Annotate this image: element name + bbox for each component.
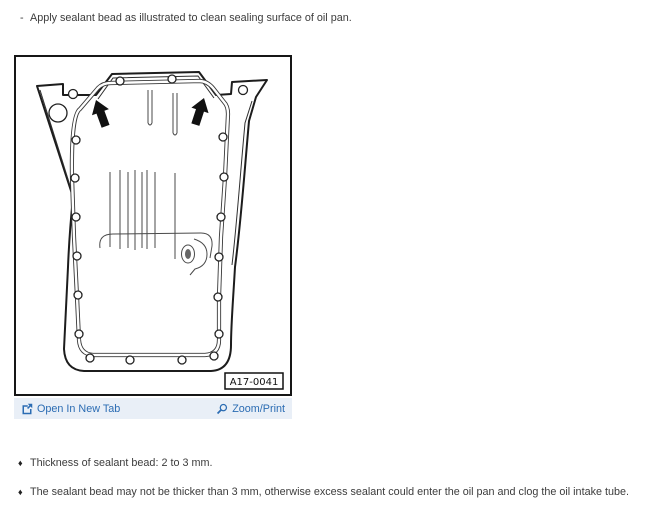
figure-label: A17-0041 bbox=[229, 377, 279, 388]
notes-list bbox=[18, 456, 646, 509]
instruction-line bbox=[20, 11, 352, 25]
zoom-print-label: Zoom/Print bbox=[232, 402, 285, 415]
open-in-new-tab-label: Open In New Tab bbox=[37, 402, 121, 415]
figure-link-bar bbox=[14, 398, 292, 419]
dash-marker: - bbox=[20, 12, 24, 24]
magnifier-icon bbox=[216, 403, 228, 415]
open-in-new-tab-link[interactable] bbox=[21, 403, 120, 415]
note-text: Thickness of sealant bead: 2 to 3 mm. bbox=[30, 457, 213, 469]
diamond-bullet-icon: ♦ bbox=[18, 458, 23, 468]
upper-channel-lines bbox=[148, 90, 177, 135]
figure-label-box bbox=[225, 373, 283, 389]
figure-frame bbox=[14, 55, 292, 396]
note-text: The sealant bead may not be thicker than 3 mm, otherwise excess sealant could enter the oil pan and clog the oil intake tube. bbox=[30, 486, 629, 498]
zoom-print-link[interactable] bbox=[216, 403, 285, 415]
diamond-bullet-icon: ♦ bbox=[18, 487, 23, 497]
oil-pan-sealant-diagram bbox=[16, 57, 290, 394]
list-item bbox=[18, 485, 646, 499]
sealant-bead-gap bbox=[72, 81, 228, 355]
sealant-arrow-left bbox=[88, 97, 114, 129]
open-in-new-tab-icon bbox=[21, 403, 33, 415]
list-item bbox=[18, 456, 646, 470]
sealant-arrow-right bbox=[187, 95, 213, 127]
figure-widget bbox=[14, 55, 292, 419]
sealant-bead-path bbox=[72, 81, 228, 355]
oil-pickup-detail bbox=[100, 233, 212, 275]
pan-ribs bbox=[110, 170, 175, 259]
sealant-arrows bbox=[88, 95, 213, 129]
instruction-text: Apply sealant bead as illustrated to clean sealing surface of oil pan. bbox=[30, 12, 352, 24]
